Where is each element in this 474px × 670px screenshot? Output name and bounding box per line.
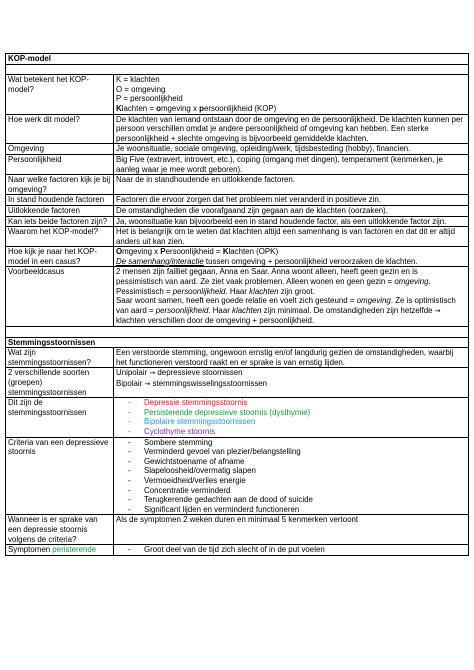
answer-line: Omgeving x Persoonlijkheid = Klachten (OPK) (116, 247, 279, 257)
answer-cell (114, 437, 469, 515)
list-item: - Cyclothyme stoornis (116, 427, 466, 437)
question-cell: Omgeving (6, 144, 114, 155)
list-item: - Vermoeidheid/verlies energie (116, 476, 466, 486)
table-row (6, 216, 469, 227)
arrow-icon: → (144, 380, 151, 388)
table-row (6, 175, 469, 195)
table-row (6, 205, 469, 216)
answer-line: Klachten = omgeving x persoonlijkheid (KOP) (116, 103, 277, 113)
list-item: - Gewichtstoename of afname (116, 457, 466, 467)
list-item: - Bipolaire stemmingsstoornissen (116, 417, 466, 427)
table-row (6, 154, 469, 174)
table-row (6, 144, 469, 155)
question-cell: Persoonlijkheid (6, 154, 114, 174)
case-paragraph-saar: Saar woont samen, heeft een goede relatie en voelt zich gesteund = omgeving. Ze is optimistisch van aard = persoonlijkheid. Haar klachten zijn minimaal. De omstandigheden zijn hetzelfde → klachten verschillen door de omgeving + persoonlijkheid. (116, 296, 456, 326)
question-cell: Dit zijn de stemmingsstoornissen (6, 398, 114, 437)
section-title-stemming (6, 337, 469, 348)
list-item: - Sombere stemming (116, 438, 466, 448)
list-item: - Terugkerende gedachten aan de dood of suicide (116, 495, 466, 505)
arrow-icon: → (149, 369, 156, 378)
table-row (6, 114, 469, 144)
question-cell: Symptomen peristerende (6, 545, 114, 556)
arrow-icon: → (434, 306, 441, 315)
question-cell: In stand houdende factoren (6, 195, 114, 206)
answer-cell: Als de symptomen 2 weken duren en minimaal 5 kenmerken vertoont (114, 515, 469, 545)
question-cell: Kan iets beide factoren zijn? (6, 216, 114, 227)
answer-line: Unipolair → depressieve stoornissen (116, 368, 243, 378)
answer-cell: De omstandigheden die voorafgaand zijn gegaan aan de klachten (oorzaken). (114, 205, 469, 216)
question-cell: Hoe werk dit model? (6, 114, 114, 144)
question-cell: Waarom het KOP-model? (6, 227, 114, 247)
table-row (6, 515, 469, 545)
answer-line: Bipolair → stemmingswisselingsstoornissen (116, 379, 268, 388)
disorder-list (116, 398, 466, 436)
question-cell: Wanneer is er sprake van een depressie stoornis volgens de criteria? (6, 515, 114, 545)
list-item: - Verminderd gevoel van plezier/belangstelling (116, 447, 466, 457)
list-item: - Depressie stemmingsstoornis (116, 398, 466, 408)
spacer-row (6, 64, 469, 75)
answer-cell (114, 267, 469, 327)
question-cell: Uitlokkende factoren (6, 205, 114, 216)
answer-cell (114, 398, 469, 437)
question-cell: 2 verschillende soorten (groepen) stemmingsstoornissen (6, 368, 114, 398)
section-title-stemming-text: Stemmingsstoornissen (8, 337, 96, 347)
section-title-kop (6, 54, 469, 65)
list-item: - Concentratie verminderd (116, 486, 466, 496)
list-item: - Slapeloosheid/overmatig slapen (116, 466, 466, 476)
table-row (6, 348, 469, 368)
question-cell: Voorbeeldcasus (6, 267, 114, 327)
table-row (6, 267, 469, 327)
list-item: - Significant lijden en verminderd functioneren (116, 505, 466, 515)
answer-cell: Ja, woonsituatie kan bijvoorbeeld een in stand houdende factor, als een uitlokkende factor zijn. (114, 216, 469, 227)
answer-line: P = persoonlijkheid (116, 94, 183, 104)
question-cell: Wat betekent het KOP-model? (6, 75, 114, 114)
answer-cell (114, 247, 469, 267)
answer-cell: Factoren die ervoor zorgen dat het probleem niet veranderd in positieve zin. (114, 195, 469, 206)
answer-cell (114, 545, 469, 556)
table-row (6, 75, 469, 114)
answer-cell (114, 368, 469, 398)
symptom-list (116, 545, 466, 555)
question-cell: Wat zijn stemmingsstoornissen? (6, 348, 114, 368)
answer-cell (114, 75, 469, 114)
answer-line: De samenhang/interactie tussen omgeving + persoonlijkheid veroorzaken de klachten. (116, 256, 418, 266)
case-paragraph-anna: 2 mensen zijn failliet gegaan, Anna en Saar. Anna woont alleen, heeft geen gezin en is pessimistisch van aard. Ze ziet vaak problemen. Alleen wonen en geen gezin = omgeving. Pessimistisch = persoonlijkheid. Haar klachten zijn groot. (116, 267, 431, 296)
answer-cell: Big Five (extravert, introvert, etc.), coping (omgang met dingen), temperament (kenmerken, je aanleg waar je mee wordt geboren). (114, 154, 469, 174)
table-row (6, 368, 469, 398)
answer-cell: Naar de in standhoudende en uitlokkende factoren. (114, 175, 469, 195)
section-row (6, 337, 469, 348)
criteria-list (116, 438, 466, 515)
answer-cell: Je woonsituatie, sociale omgeving, opleiding/werk, tijdsbesteding (hobby), financien. (114, 144, 469, 155)
kop-model-table (5, 53, 469, 556)
section-title-kop-text: KOP-model (8, 54, 51, 63)
table-row (6, 195, 469, 206)
list-item: - Groot deel van de tijd zich slecht of in de put voelen (116, 545, 466, 555)
question-cell: Hoe kijk je naar het KOP-model in een casus? (6, 247, 114, 267)
table-row (6, 545, 469, 556)
answer-cell: Een verstoorde stemming, ongewoon ernstig en/of langdurig gezien de omstandigheden, waarbij het functioneren verstoord raakt en er sprake is van ernstig lijden. (114, 348, 469, 368)
answer-cell: Het is belangrijk om te weten dat klachten altijd een samenhang is van factoren en dat dit er altijd anders uit kan zien. (114, 227, 469, 247)
question-cell: Criteria van een depressieve stoornis (6, 437, 114, 515)
table-row (6, 247, 469, 267)
table-row (6, 437, 469, 515)
answer-line: K = klachten (116, 75, 160, 85)
answer-cell: De klachten van iemand ontstaan door de omgeving en de persoonlijkheid. De klachten kunnen per persoon verschillen omdat je andere persoonlijkheid of omgeving kan hebben. Een sterke persoonlijkheid + slechte omgeving is bijvoorbeeld gemiddelde klachten. (114, 114, 469, 144)
answer-line: O = omgeving (116, 84, 166, 94)
table-row (6, 398, 469, 437)
spacer-row (6, 327, 469, 338)
list-item: - Persisterende depressieve stoornis (dysthymie) (116, 408, 466, 418)
table-row (6, 227, 469, 247)
title-row (6, 54, 469, 65)
question-cell: Naar welke factoren kijk je bij omgeving? (6, 175, 114, 195)
